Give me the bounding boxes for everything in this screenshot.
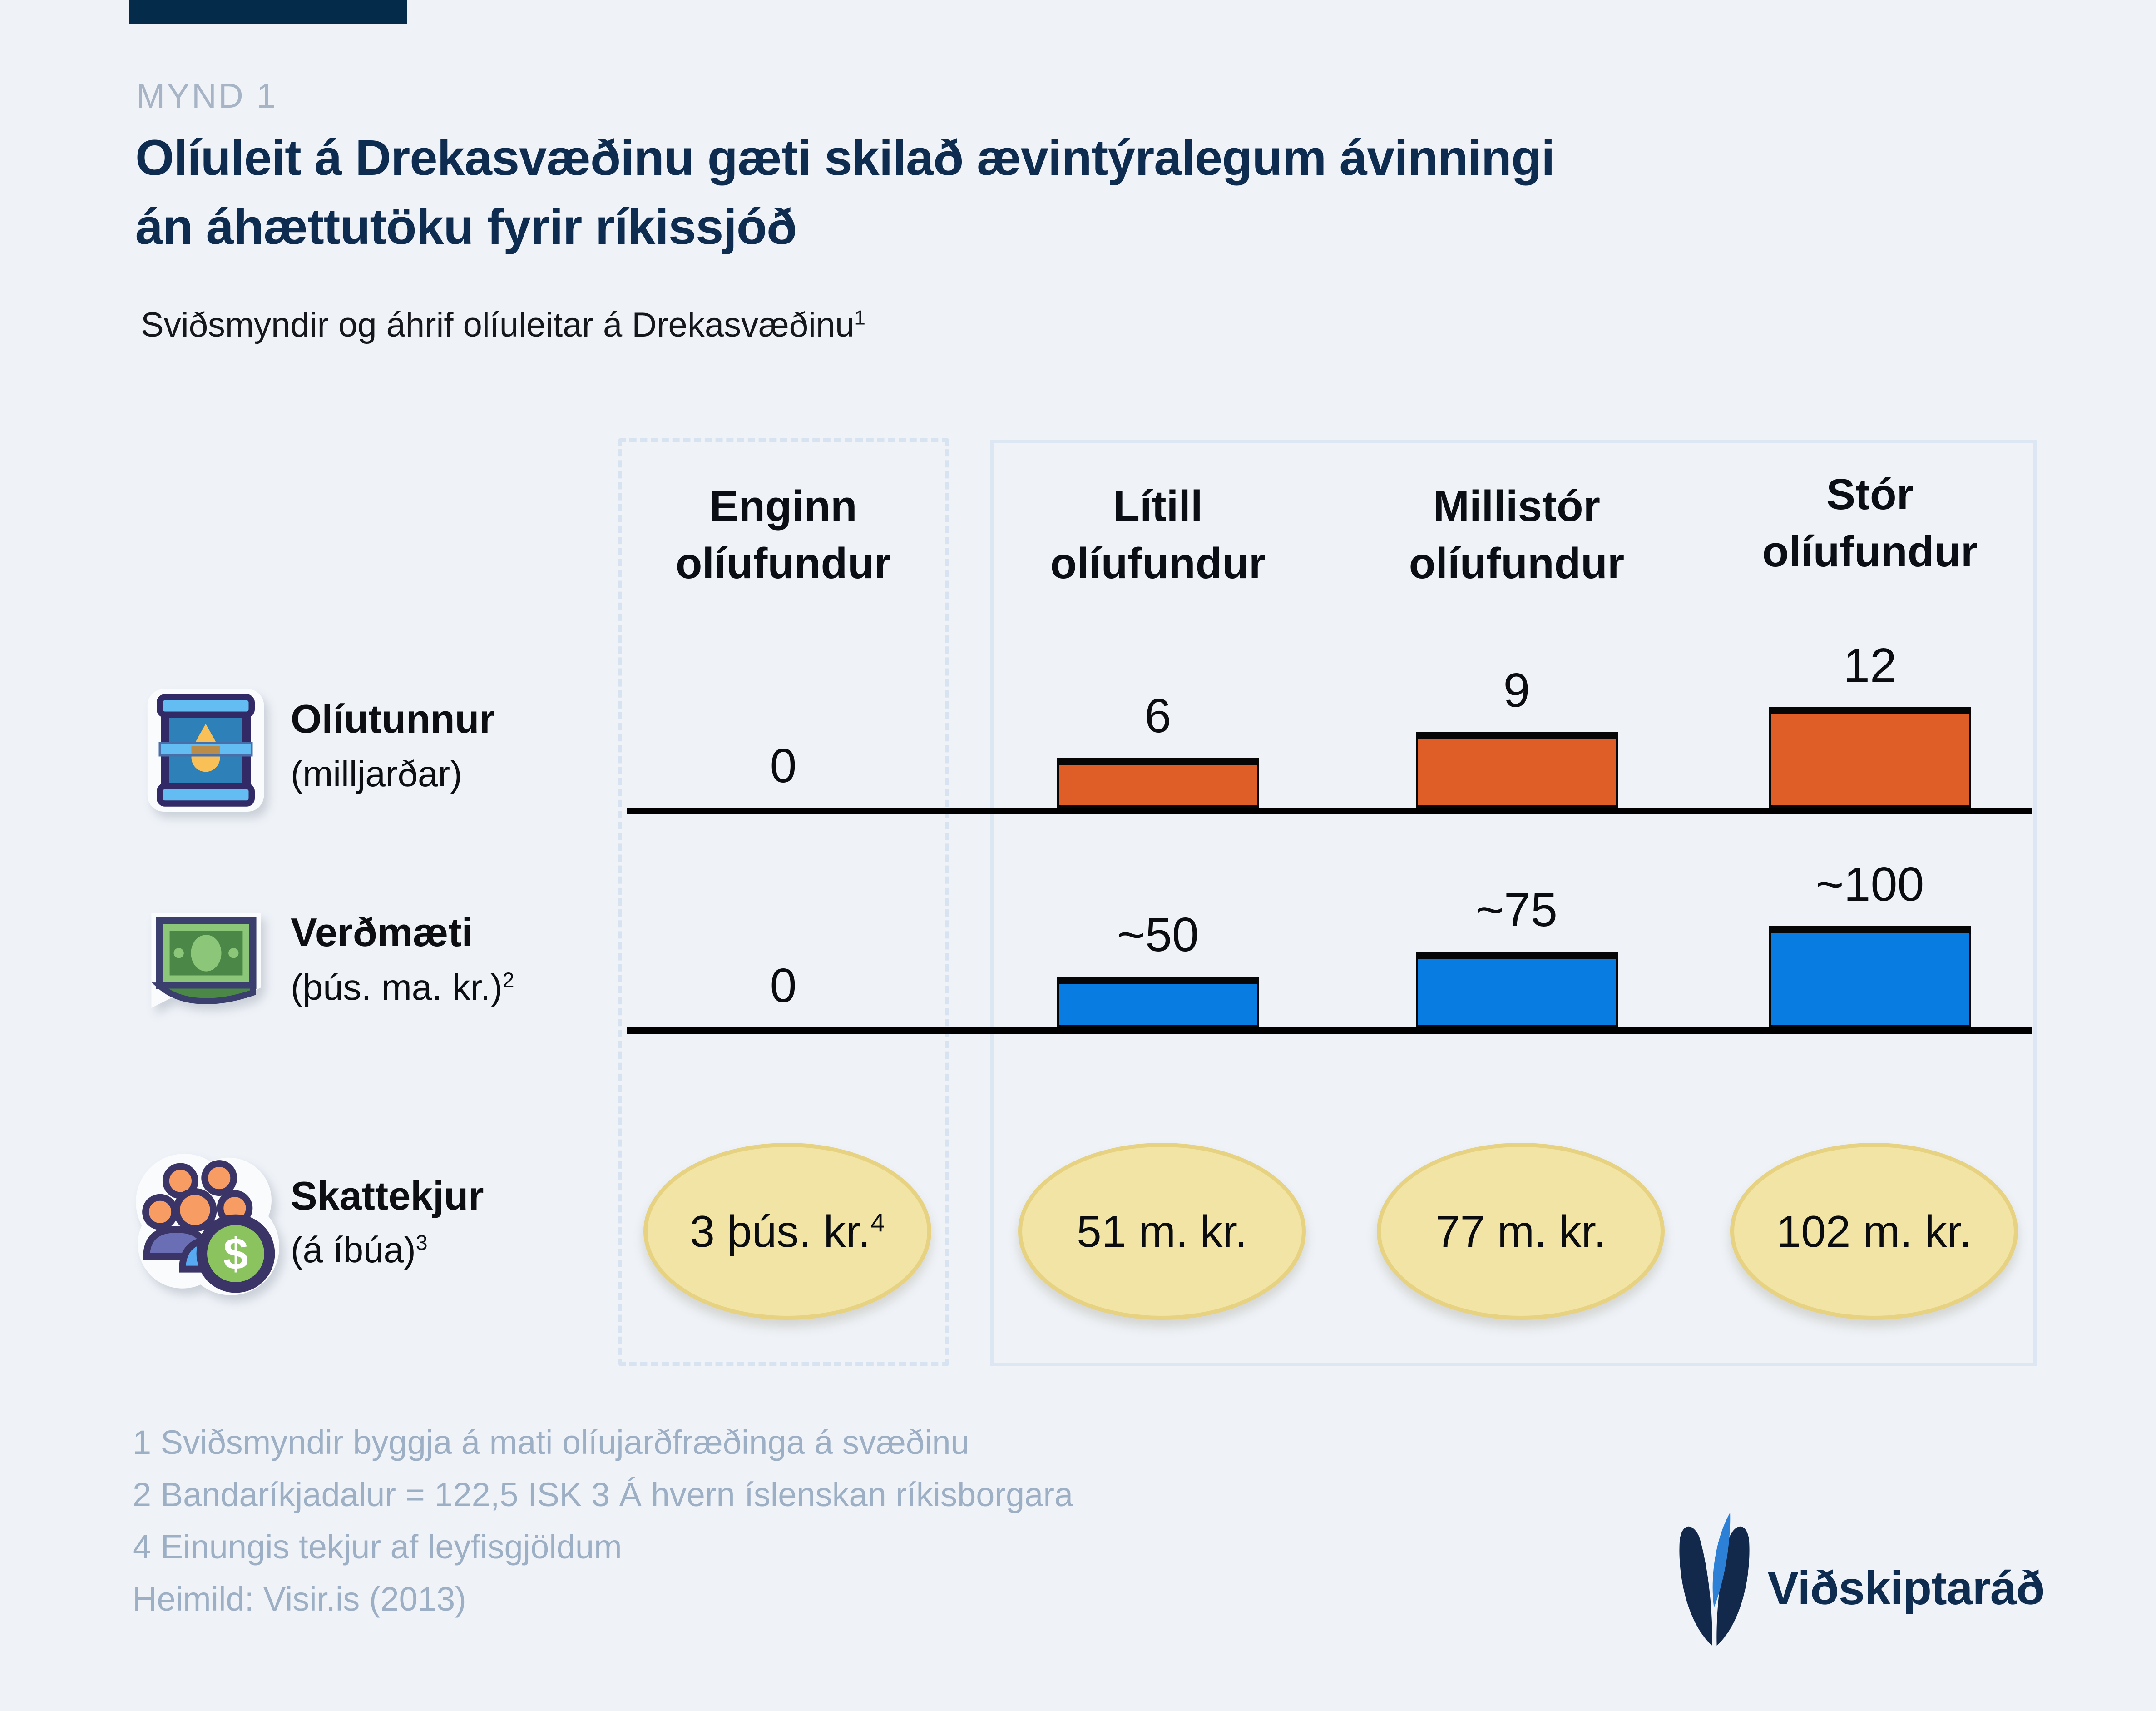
top-accent-bar	[129, 0, 407, 24]
row-unit-oil-barrels: (milljarðar)	[291, 754, 462, 794]
footnotes	[133, 1416, 1073, 1625]
value-label-oil-12: 12	[1843, 639, 1897, 692]
footnote-source: Heimild: Visir.is (2013)	[133, 1580, 466, 1618]
bar-oil-litill	[1057, 758, 1259, 808]
row-label-oil-barrels: Olíutunnur	[291, 696, 495, 741]
footnote-1: 1 Sviðsmyndir byggja á mati olíujarðfræðinga á svæðinu	[133, 1423, 969, 1461]
value-label-value-100: ~100	[1815, 858, 1924, 911]
tax-ellipse-litill: 51 m. kr.	[1018, 1143, 1306, 1320]
vidskiptarad-logo-icon	[1675, 1513, 1754, 1647]
figure-label: MYND 1	[136, 77, 278, 115]
tax-ellipse-stor: 102 m. kr.	[1730, 1143, 2018, 1320]
bar-oil-millistor	[1416, 732, 1618, 808]
value-label-value-50: ~50	[1117, 908, 1199, 962]
tax-ellipse-enginn: 3 þús. kr.$^4$	[643, 1143, 931, 1320]
column-header-enginn: Enginn olíufundur	[675, 482, 891, 588]
bar-value-litill	[1057, 977, 1259, 1027]
footnote-3: 4 Einungis tekjur af leyfisgjöldum	[133, 1528, 622, 1566]
banknote-icon	[145, 906, 267, 1014]
value-label-oil-0: 0	[770, 739, 797, 793]
row-unit-tax: (á íbúa)$^3$	[291, 1230, 428, 1270]
people-money-icon	[134, 1152, 279, 1297]
column-header-stor: Stór olíufundur	[1762, 470, 1978, 576]
subtitle-footnote-marker: 1	[854, 307, 865, 329]
tax-ellipse-millistor: 77 m. kr.	[1377, 1143, 1665, 1320]
bar-value-stor	[1769, 926, 1971, 1027]
svg-text:$: $	[223, 1229, 248, 1279]
bar-oil-stor	[1769, 707, 1971, 808]
value-label-oil-9: 9	[1503, 664, 1530, 717]
row2-axis-line	[627, 1027, 2032, 1034]
footnote-2: 2 Bandaríkjadalur = 122,5 ISK 3 Á hvern íslenskan ríkisborgara	[133, 1476, 1073, 1513]
row-unit-value: (þús. ma. kr.)$^2$	[291, 967, 514, 1007]
value-label-value-0: 0	[770, 959, 797, 1012]
row-label-tax: Skattekjur	[291, 1173, 484, 1218]
title-line-2: án áhættutöku fyrir ríkissjóð	[135, 199, 797, 255]
column-header-millistor: Millistór olíufundur	[1409, 482, 1625, 588]
bar-value-millistor	[1416, 952, 1618, 1027]
value-label-oil-6: 6	[1144, 689, 1172, 743]
vidskiptarad-logo-text: Viðskiptaráð	[1767, 1562, 2045, 1615]
chart-subtitle: Sviðsmyndir og áhrif olíuleitar á Drekasvæðinu$^1$	[141, 306, 865, 344]
value-label-value-75: ~75	[1476, 883, 1558, 937]
row-label-value: Verðmæti	[291, 910, 473, 955]
page-title	[135, 124, 2042, 262]
column-header-litill: Lítill olíufundur	[1050, 482, 1266, 588]
title-line-1: Olíuleit á Drekasvæðinu gæti skilað ævintýralegum ávinningi	[135, 130, 1555, 186]
oil-barrel-icon	[144, 685, 267, 816]
row1-axis-line	[627, 808, 2032, 814]
